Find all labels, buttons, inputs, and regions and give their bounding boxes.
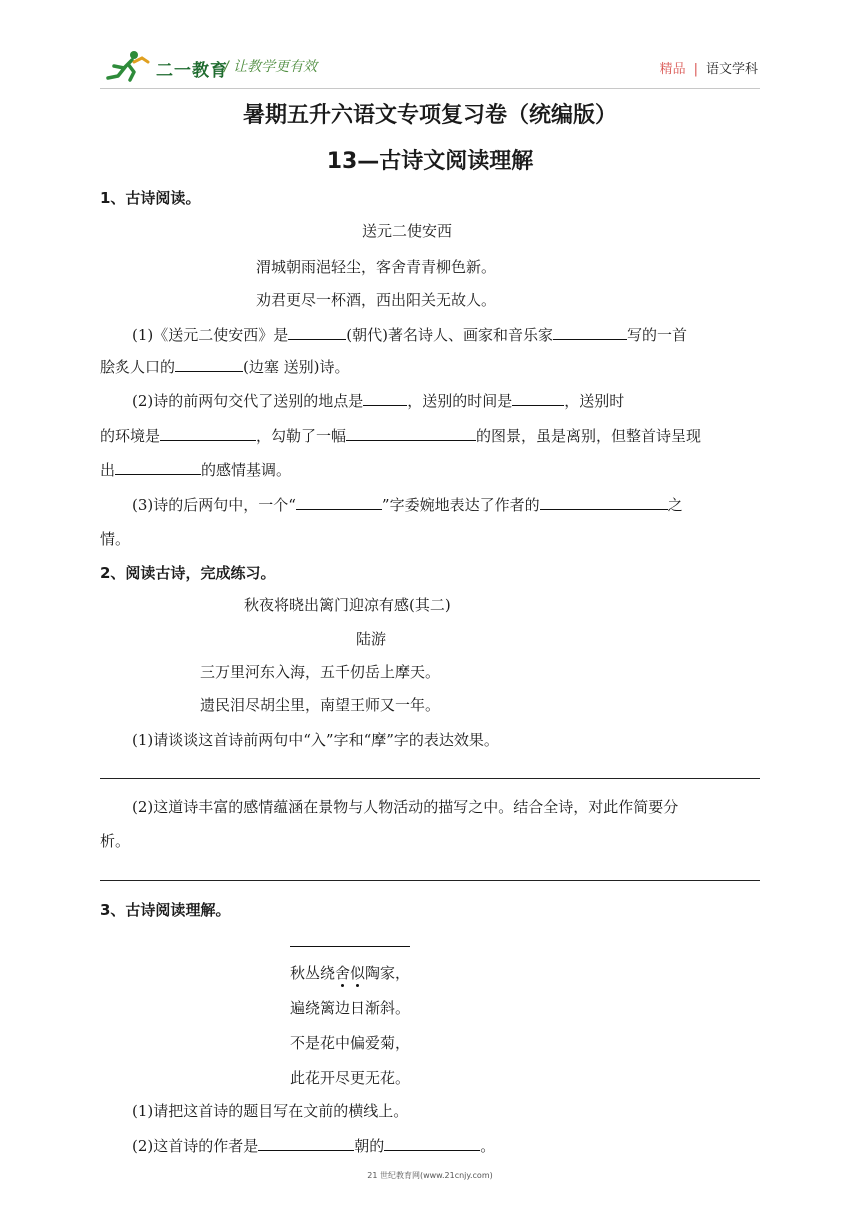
quality-tag: 精品 [659,62,686,77]
answer-blank[interactable] [160,426,256,441]
q1-sub2-line3: 出 的感情基调。 [100,461,292,479]
q2-poem-line: 三万里河东入海，五千仞岳上摩天。 [200,663,441,681]
q1-sub3-line1: (3)诗的后两句中，一个“ ”字委婉地表达了作者的 之 [132,496,683,514]
poem-title-blank[interactable] [290,946,410,947]
answer-blank[interactable] [115,460,201,475]
answer-blank[interactable] [540,495,668,510]
q1-sub2-line2: 的环境是 ，勾勒了一幅 的图景，虽是离别，但整首诗呈现 [100,427,702,445]
emphasis-char: 似 [350,964,366,982]
page-title: 暑期五升六语文专项复习卷（统编版） [242,103,617,128]
answer-line[interactable] [100,778,760,779]
q3-poem-line: 秋丛绕舍似陶家， [290,964,411,982]
subject-tag: 语文学科 [705,62,758,77]
q2-sub1: (1)请谈谈这首诗前两句中“入”字和“摩”字的表达效果。 [132,731,499,749]
q1-heading: 1、古诗阅读。 [100,189,201,207]
answer-blank[interactable] [384,1136,480,1151]
q3-heading: 3、古诗阅读理解。 [100,901,231,919]
brand-slogan: / 让教学更有效 [224,59,318,75]
header-divider [100,88,760,89]
q3-poem-line: 不是花中偏爱菊， [290,1034,411,1052]
q2-poem-title: 秋夜将晓出篱门迎凉有感(其二) [244,596,451,614]
q3-sub1: (1)请把这首诗的题目写在文前的横线上。 [132,1102,409,1120]
answer-blank[interactable] [363,391,407,406]
q1-sub1-line2: 脍炙人口的 (边塞 送别)诗。 [100,358,350,376]
answer-blank[interactable] [512,391,564,406]
header-tags: 精品 | 语文学科 [659,62,758,77]
page-footer: 21 世纪教育网(www.21cnjy.com) [367,1171,493,1180]
answer-blank[interactable] [258,1136,354,1151]
q3-poem-line: 遍绕篱边日渐斜。 [290,999,411,1017]
q1-sub1-line1: (1)《送元二使安西》是 (朝代)著名诗人、画家和音乐家 写的一首 [132,326,687,344]
q2-sub2-line2: 析。 [100,832,131,850]
q3-poem-line: 此花开尽更无花。 [290,1069,411,1087]
page-header [100,46,760,86]
q2-author: 陆游 [356,630,387,648]
answer-blank[interactable] [175,357,243,372]
q1-sub2-line1: (2)诗的前两句交代了送别的地点是 ，送别的时间是 ，送别时 [132,392,625,410]
q2-heading: 2、阅读古诗，完成练习。 [100,564,276,582]
q1-poem-line: 劝君更尽一杯酒，西出阳关无故人。 [256,291,497,309]
emphasis-char: 舍 [335,964,351,982]
answer-blank[interactable] [296,495,382,510]
runner-logo-icon [104,50,154,82]
q2-sub2-line1: (2)这道诗丰富的感情蕴涵在景物与人物活动的描写之中。结合全诗，对此作简要分 [132,798,679,816]
q2-poem-line: 遗民泪尽胡尘里，南望王师又一年。 [200,696,441,714]
q3-sub2: (2)这首诗的作者是 朝的 。 [132,1137,496,1155]
answer-line[interactable] [100,880,760,881]
answer-blank[interactable] [288,325,346,340]
answer-blank[interactable] [553,325,627,340]
answer-blank[interactable] [346,426,476,441]
q1-poem-title: 送元二使安西 [362,222,453,240]
q1-poem-line: 渭城朝雨浥轻尘，客舍青青柳色新。 [256,258,497,276]
q1-sub3-line2: 情。 [100,530,131,548]
page-subtitle: 13—古诗文阅读理解 [326,149,534,174]
brand-name: 二一教育 [156,61,228,81]
